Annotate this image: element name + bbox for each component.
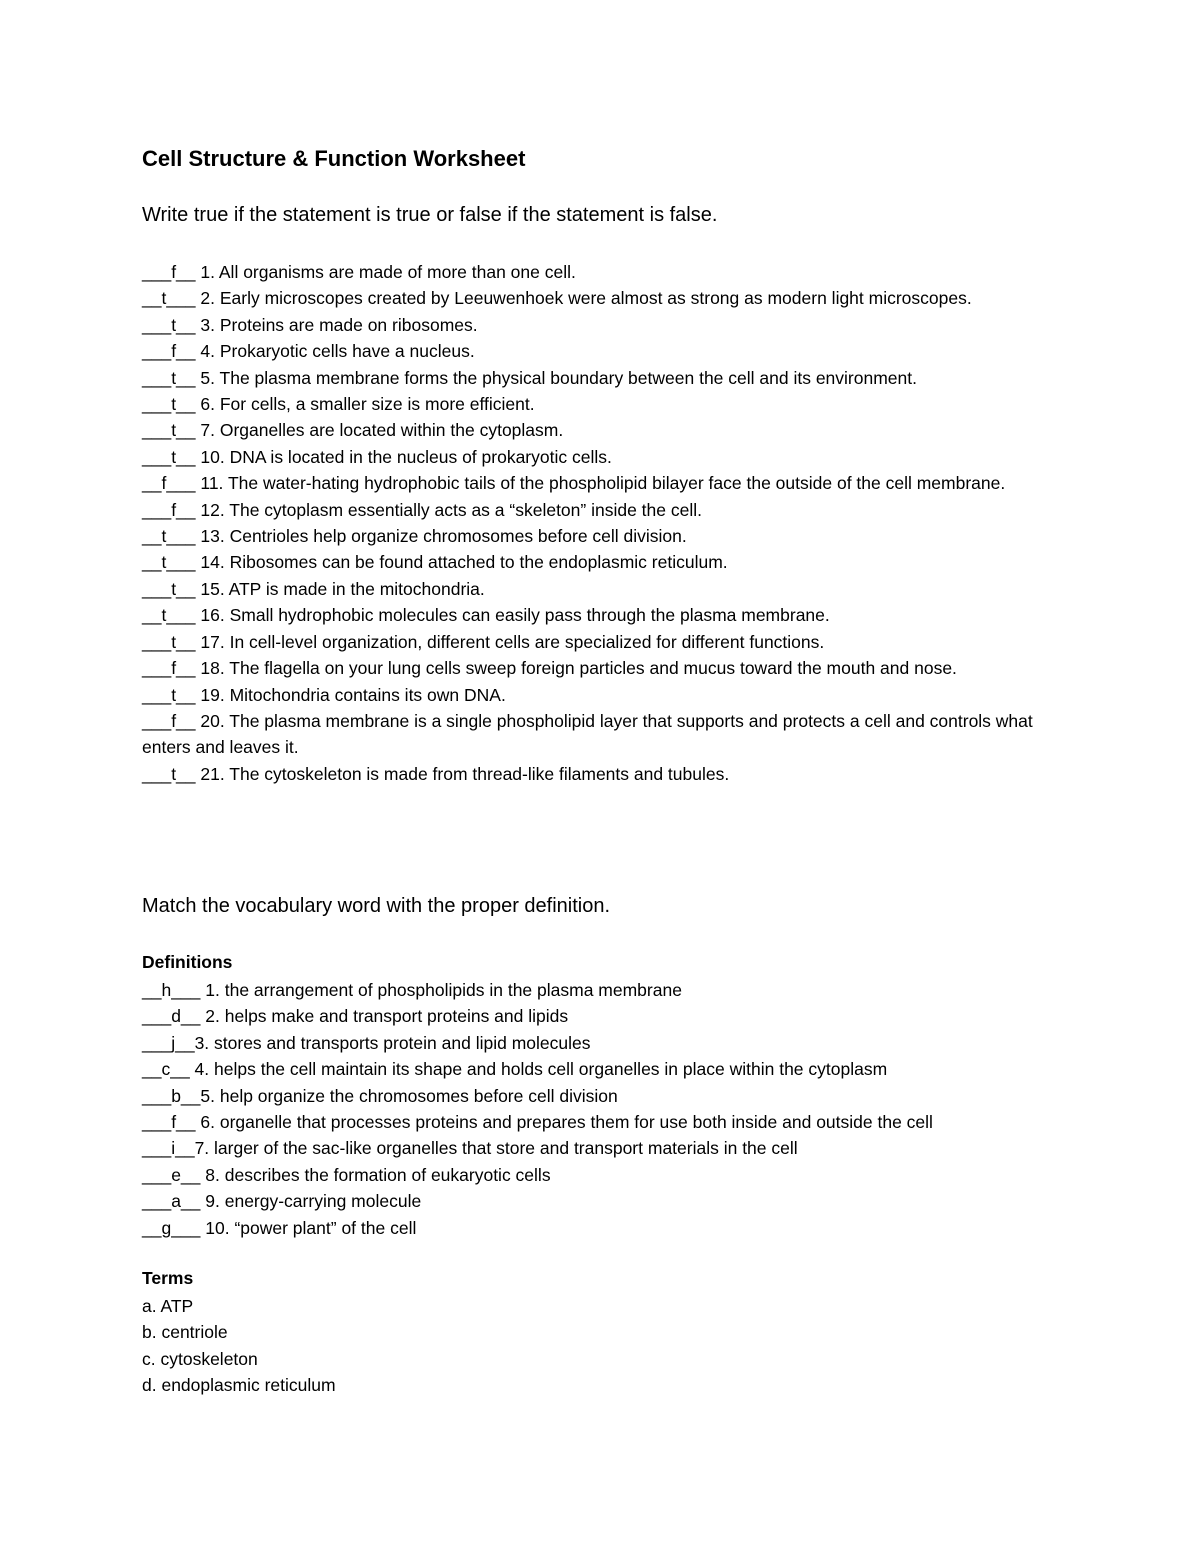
- definition-item: [142, 1030, 1042, 1056]
- tf-statement: 2. Early microscopes created by Leeuwenhoek were almost as strong as modern light microscopes.: [195, 288, 972, 309]
- tf-item: [142, 391, 1042, 417]
- tf-statement: 18. The flagella on your lung cells sweep foreign particles and mucus toward the mouth and nose.: [195, 658, 957, 679]
- tf-answer: __t___: [142, 605, 196, 626]
- tf-item: [142, 259, 1042, 285]
- tf-answer: ___f__: [142, 710, 196, 731]
- term-item: b. centriole: [142, 1322, 228, 1343]
- tf-answer: ___t__: [142, 394, 196, 415]
- definition-item: [142, 1056, 1042, 1082]
- tf-statement: 6. For cells, a smaller size is more efficient.: [195, 394, 535, 415]
- tf-item: [142, 576, 1042, 602]
- tf-answer: ___f__: [142, 341, 196, 362]
- tf-answer: ___f__: [142, 262, 196, 282]
- tf-item: [142, 338, 1042, 364]
- tf-answer: ___t__: [142, 420, 196, 441]
- definition-text: 8. describes the formation of eukaryotic cells: [200, 1164, 551, 1185]
- definition-text: 6. organelle that processes proteins and prepares them for use both inside and outside the cell: [195, 1112, 933, 1133]
- tf-statement: 17. In cell-level organization, different cells are specialized for different functions.: [195, 631, 825, 652]
- definition-item: [142, 1215, 1042, 1241]
- tf-item: [142, 682, 1042, 708]
- tf-item: [142, 417, 1042, 443]
- tf-statement: 20. The plasma membrane is a single phospholipid layer that supports and protects a cell and controls what enters and leaves it.: [142, 710, 1033, 758]
- tf-answer: ___t__: [142, 631, 196, 652]
- tf-answer: __t___: [142, 288, 196, 309]
- definition-answer: ___i__: [142, 1138, 195, 1159]
- tf-answer: ___t__: [142, 314, 196, 335]
- tf-item: [142, 708, 1042, 761]
- definition-answer: ___b__: [142, 1085, 201, 1106]
- tf-statement: 1. All organisms are made of more than one cell.: [195, 262, 576, 282]
- term-item: c. cytoskeleton: [142, 1348, 258, 1369]
- definition-text: 3. stores and transports protein and lipid molecules: [194, 1032, 591, 1053]
- definition-item: [142, 1083, 1042, 1109]
- definition-text: 2. helps make and transport proteins and lipids: [200, 1006, 569, 1027]
- definitions-list: [142, 977, 1042, 1241]
- definition-text: 5. help organize the chromosomes before cell division: [200, 1085, 618, 1106]
- tf-statement: 14. Ribosomes can be found attached to the endoplasmic reticulum.: [195, 552, 728, 573]
- page-title: Cell Structure & Function Worksheet: [142, 146, 526, 171]
- true-false-list: [142, 259, 1042, 787]
- term-item: a. ATP: [142, 1296, 194, 1316]
- tf-item: [142, 470, 1042, 496]
- tf-item: [142, 523, 1042, 549]
- definition-item: [142, 1003, 1042, 1029]
- tf-item: [142, 629, 1042, 655]
- definition-answer: ___f__: [142, 1112, 196, 1133]
- definition-item: [142, 1162, 1042, 1188]
- tf-answer: ___t__: [142, 446, 196, 467]
- tf-item: [142, 761, 1042, 787]
- definition-item: [142, 1188, 1042, 1214]
- tf-statement: 3. Proteins are made on ribosomes.: [195, 314, 478, 335]
- tf-answer: ___f__: [142, 658, 196, 679]
- tf-item: [142, 312, 1042, 338]
- tf-statement: 7. Organelles are located within the cytoplasm.: [195, 420, 564, 441]
- definition-text: 4. helps the cell maintain its shape and holds cell organelles in place within the cytoplasm: [189, 1059, 888, 1080]
- tf-item: [142, 285, 1042, 311]
- terms-heading: Terms: [142, 1268, 194, 1288]
- tf-item: [142, 549, 1042, 575]
- tf-statement: 19. Mitochondria contains its own DNA.: [195, 684, 506, 705]
- definition-item: [142, 1109, 1042, 1135]
- tf-item: [142, 365, 1042, 391]
- match-instructions: Match the vocabulary word with the proper definition.: [142, 895, 611, 917]
- definition-item: [142, 1135, 1042, 1161]
- definition-answer: __c__: [142, 1059, 190, 1080]
- terms-list: [142, 1293, 1042, 1399]
- definition-answer: ___e__: [142, 1164, 201, 1185]
- definition-text: 7. larger of the sac-like organelles that store and transport materials in the cell: [194, 1138, 798, 1159]
- tf-answer: ___t__: [142, 684, 196, 705]
- tf-answer: ___f__: [142, 499, 196, 520]
- definition-answer: ___j__: [142, 1032, 195, 1053]
- term-item: d. endoplasmic reticulum: [142, 1375, 336, 1396]
- tf-statement: 16. Small hydrophobic molecules can easily pass through the plasma membrane.: [195, 605, 830, 626]
- tf-statement: 11. The water-hating hydrophobic tails of the phospholipid bilayer face the outside of the cell membrane.: [195, 473, 1006, 494]
- tf-statement: 21. The cytoskeleton is made from thread-like filaments and tubules.: [195, 763, 730, 784]
- tf-answer: __f___: [142, 473, 196, 494]
- tf-item: [142, 497, 1042, 523]
- tf-statement: 13. Centrioles help organize chromosomes before cell division.: [195, 526, 687, 547]
- tf-statement: 15. ATP is made in the mitochondria.: [195, 578, 485, 599]
- tf-answer: ___t__: [142, 763, 196, 784]
- definition-answer: ___d__: [142, 1006, 201, 1027]
- tf-item: [142, 602, 1042, 628]
- definition-answer: __g___: [142, 1217, 201, 1238]
- definition-text: 10. “power plant” of the cell: [200, 1217, 417, 1238]
- tf-statement: 5. The plasma membrane forms the physical boundary between the cell and its environment.: [195, 367, 917, 388]
- tf-statement: 10. DNA is located in the nucleus of prokaryotic cells.: [195, 446, 612, 467]
- definition-answer: __h___: [142, 980, 201, 1000]
- tf-statement: 4. Prokaryotic cells have a nucleus.: [195, 341, 475, 362]
- tf-answer: __t___: [142, 552, 196, 573]
- definition-text: 9. energy-carrying molecule: [200, 1191, 422, 1212]
- definition-item: [142, 977, 1042, 1003]
- tf-answer: ___t__: [142, 367, 196, 388]
- definitions-heading: Definitions: [142, 952, 233, 972]
- tf-item: [142, 444, 1042, 470]
- definition-text: 1. the arrangement of phospholipids in the plasma membrane: [200, 980, 682, 1000]
- definition-answer: ___a__: [142, 1191, 201, 1212]
- tf-item: [142, 655, 1042, 681]
- tf-answer: ___t__: [142, 578, 196, 599]
- tf-instructions: Write true if the statement is true or false if the statement is false.: [142, 204, 718, 226]
- tf-answer: __t___: [142, 526, 196, 547]
- tf-statement: 12. The cytoplasm essentially acts as a “skeleton” inside the cell.: [195, 499, 702, 520]
